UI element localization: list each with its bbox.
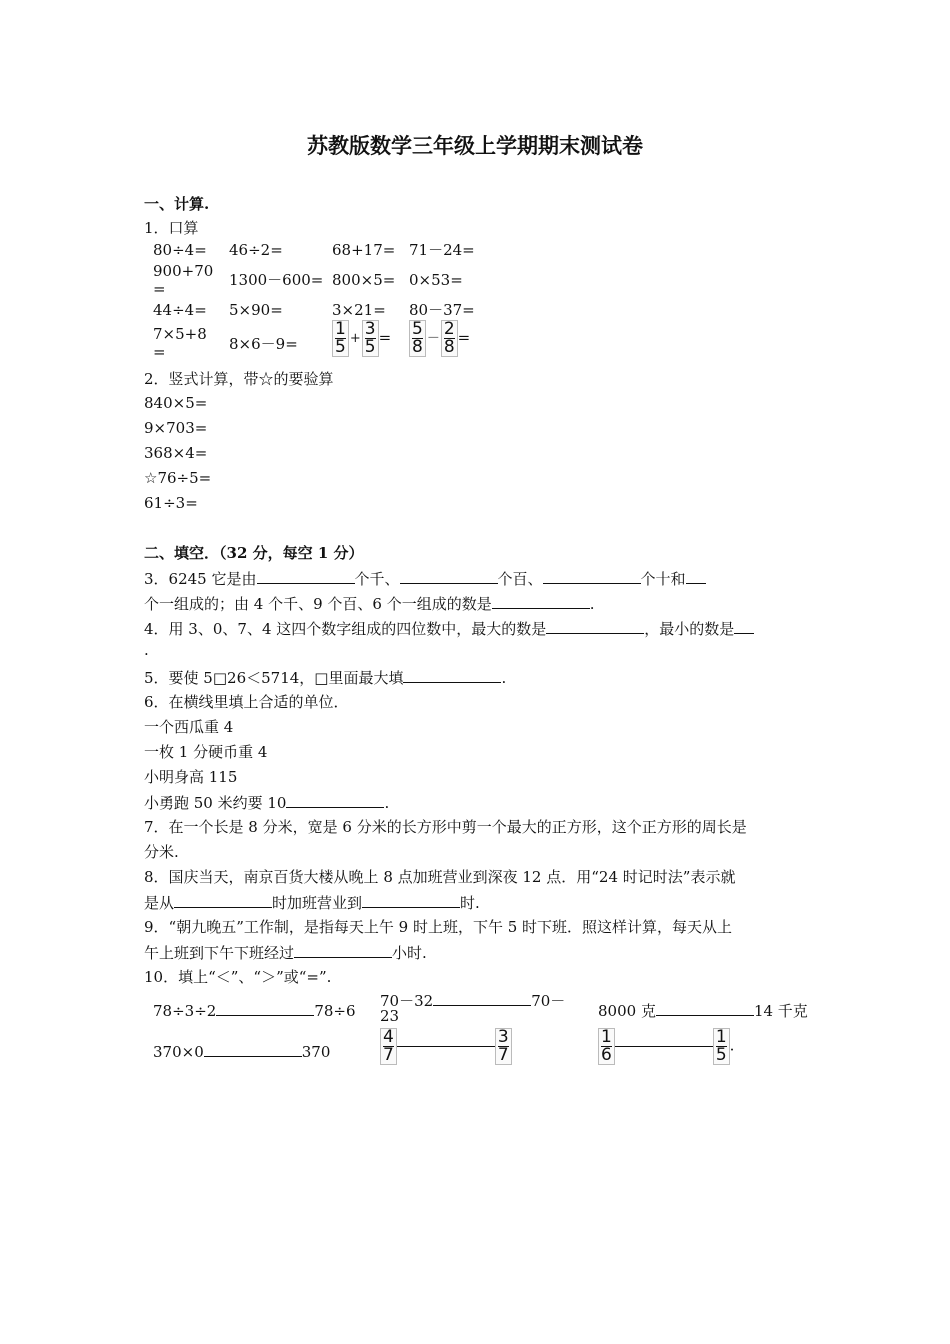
q9-line1: 9．“朝九晚五”工作制，是指每天上午 9 时上班，下午 5 时下班．照这样计算，每天从上 — [144, 918, 733, 936]
q1-cell: 3×21= — [332, 301, 386, 319]
fraction: $\frac{3}{7}$ — [495, 1028, 512, 1065]
answer-blank[interactable] — [257, 568, 355, 584]
answer-blank[interactable] — [400, 568, 498, 584]
q10-compare-6: $\frac{1}{6}$ $\frac{1}{5}$ . — [598, 1028, 734, 1065]
q10-compare-2: 70－32 70－ — [380, 992, 566, 1010]
q1-cell: 900+70 — [153, 262, 214, 280]
fraction-expression-a: $\frac{1}{5}$ + $\frac{3}{5}$ = — [332, 320, 391, 357]
answer-blank[interactable] — [174, 892, 272, 908]
answer-blank[interactable] — [686, 568, 706, 584]
q4-line2: . — [144, 641, 149, 659]
answer-blank[interactable] — [403, 667, 501, 683]
q10-label: 10．填上“＜”、“＞”或“=”. — [144, 968, 332, 986]
answer-blank[interactable] — [543, 568, 641, 584]
fraction: $\frac{5}{8}$ — [409, 320, 426, 357]
page-title: 苏教版数学三年级上学期期末测试卷 — [307, 133, 643, 158]
answer-blank[interactable] — [362, 892, 460, 908]
q1-cell: 68+17= — [332, 241, 396, 259]
q8-line2: 是从 时加班营业到 时. — [144, 894, 480, 912]
q1-cell: 46÷2= — [229, 241, 283, 259]
q1-cell: 1300－600= — [229, 271, 324, 289]
fraction-expression-b: $\frac{5}{8}$ － $\frac{2}{8}$ = — [409, 320, 470, 357]
fraction: $\frac{1}{5}$ — [713, 1028, 730, 1065]
q3-line2: 个一组成的；由 4 个千、9 个百、6 个一组成的数是 . — [144, 595, 595, 613]
answer-blank[interactable] — [286, 792, 384, 808]
q2-item: 368×4= — [144, 444, 208, 462]
fraction: $\frac{1}{5}$ — [332, 320, 349, 357]
answer-blank[interactable] — [546, 618, 644, 634]
answer-blank[interactable] — [492, 593, 590, 609]
q10-compare-1: 78÷3÷2 78÷6 — [153, 1002, 356, 1020]
fraction: $\frac{2}{8}$ — [441, 320, 458, 357]
answer-blank[interactable] — [734, 618, 754, 634]
q1-cell: 7×5+8 — [153, 325, 207, 343]
q1-cell-wrap: = — [153, 280, 166, 298]
q9-line2: 午上班到下午下班经过 小时. — [144, 944, 427, 962]
q2-item: 61÷3= — [144, 494, 198, 512]
fraction: $\frac{3}{5}$ — [362, 320, 379, 357]
fraction: $\frac{1}{6}$ — [598, 1028, 615, 1065]
q10-compare-4: 370×0 370 — [153, 1043, 331, 1061]
answer-blank[interactable] — [397, 1046, 495, 1047]
q1-cell: 80÷4= — [153, 241, 207, 259]
q2-item: ☆76÷5= — [144, 469, 212, 487]
q2-item: 9×703= — [144, 419, 208, 437]
q1-label: 1．口算 — [144, 219, 199, 237]
q2-item: 840×5= — [144, 394, 208, 412]
q5: 5．要使 5□26＜5714，□里面最大填 . — [144, 669, 507, 687]
q1-cell: 800×5= — [332, 271, 396, 289]
answer-blank[interactable] — [204, 1041, 302, 1057]
q1-cell-wrap: = — [153, 343, 166, 361]
q1-cell: 5×90= — [229, 301, 283, 319]
q6-item: 一枚 1 分硬币重 4 — [144, 743, 268, 761]
answer-blank[interactable] — [433, 990, 531, 1006]
q2-label: 2．竖式计算，带☆的要验算 — [144, 370, 334, 388]
q4-line1: 4．用 3、0、7、4 这四个数字组成的四位数中，最大的数是 ，最小的数是 — [144, 618, 754, 639]
q6-item-last: 小勇跑 50 米约要 10 . — [144, 794, 390, 812]
q1-cell: 71－24= — [409, 241, 475, 259]
q1-cell: 80－37= — [409, 301, 475, 319]
q6-item: 小明身高 115 — [144, 768, 238, 786]
q10-compare-3: 8000 克 14 千克 — [598, 1002, 808, 1020]
answer-blank[interactable] — [216, 1000, 314, 1016]
section2-heading: 二、填空．（32 分，每空 1 分） — [144, 544, 364, 562]
q7-line1: 7．在一个长是 8 分米，宽是 6 分米的长方形中剪一个最大的正方形，这个正方形的周长是 — [144, 818, 747, 836]
q1-cell: 44÷4= — [153, 301, 207, 319]
q6-item: 一个西瓜重 4 — [144, 718, 234, 736]
fraction: $\frac{4}{7}$ — [380, 1028, 397, 1065]
q10-compare-5 — [380, 1028, 512, 1065]
q3-line1: 3．6245 它是由 个千、 个百、 个十和 — [144, 568, 706, 589]
answer-blank[interactable] — [656, 1000, 754, 1016]
q8-line1: 8．国庆当天，南京百货大楼从晚上 8 点加班营业到深夜 12 点．用“24 时记时法”表示就 — [144, 868, 736, 886]
q1-cell: 0×53= — [409, 271, 463, 289]
section1-heading: 一、计算. — [144, 195, 210, 213]
q1-cell: 8×6－9= — [229, 335, 298, 353]
q6-label: 6．在横线里填上合适的单位． — [144, 693, 349, 711]
q10-compare-2-wrap: 23 — [380, 1007, 400, 1025]
answer-blank[interactable] — [615, 1046, 713, 1047]
answer-blank[interactable] — [294, 942, 392, 958]
q7-line2: 分米. — [144, 843, 179, 861]
